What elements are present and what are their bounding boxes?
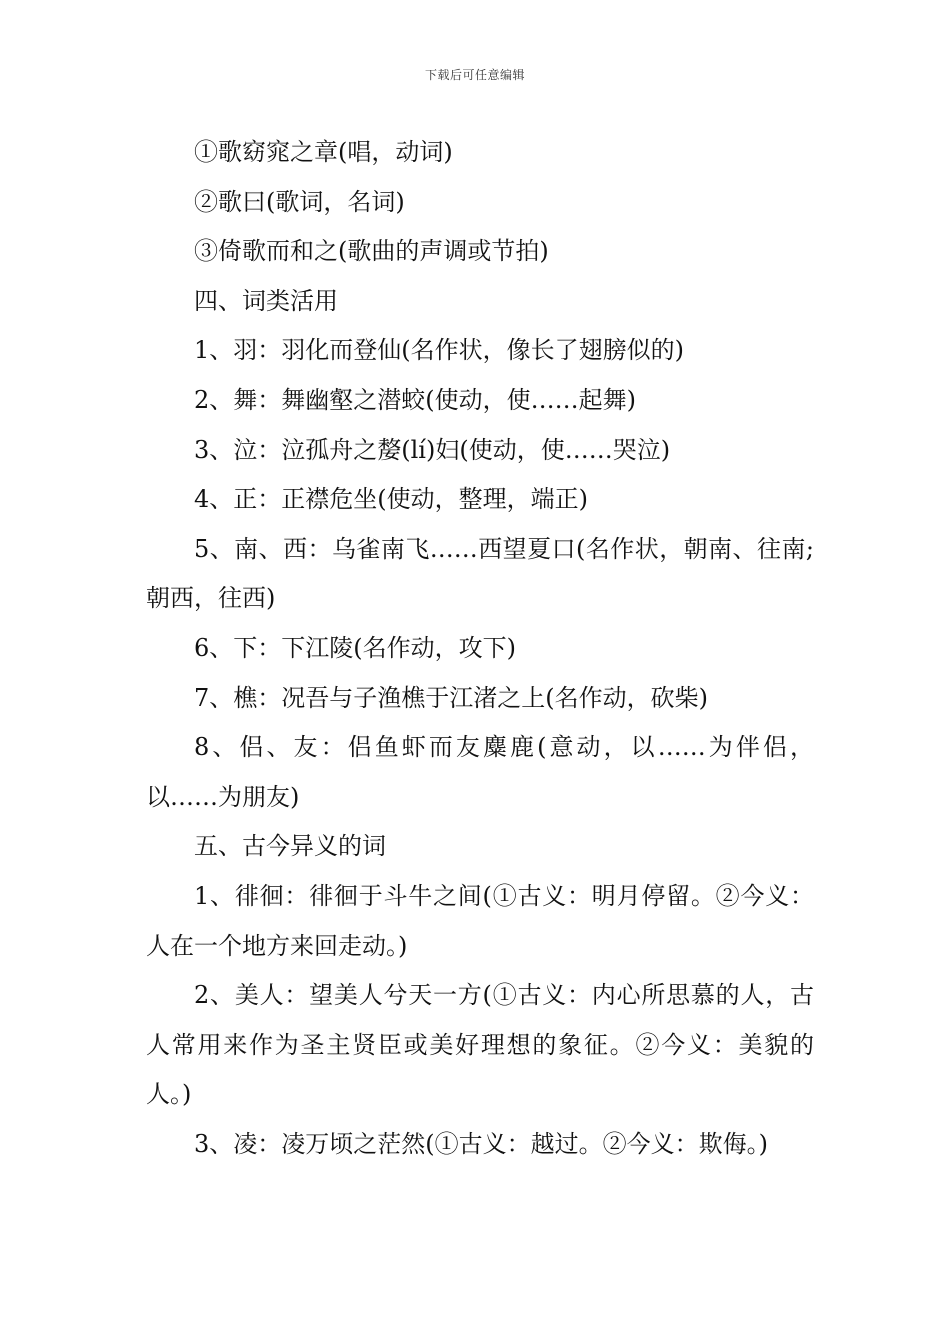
paragraph: 7、樵：况吾与子渔樵于江渚之上(名作动，砍柴) [194, 683, 708, 712]
paragraph: 2、美人：望美人兮天一方(①古义：内心所思慕的人，古人常用来作为圣主贤臣或美好理想的象征。②今义：美貌的人。) [146, 981, 814, 1109]
section-heading: 五、古今异义的词 [194, 832, 386, 861]
paragraph: 1、徘徊：徘徊于斗牛之间(①古义：明月停留。②今义：人在一个地方来回走动。) [146, 881, 814, 960]
paragraph: ①歌窈窕之章(唱，动词) [194, 138, 453, 166]
paragraph: 8、侣、友：侣鱼虾而友麋鹿(意动，以……为伴侣，以……为朋友) [146, 733, 814, 811]
paragraph: 3、泣：泣孤舟之嫠(lí)妇(使动，使……哭泣) [194, 435, 671, 464]
paragraph: 5、南、西：乌雀南飞……西望夏口(名作状，朝南、往南;朝西，往西) [146, 534, 814, 613]
paragraph: ②歌曰(歌词，名词) [194, 187, 405, 216]
paragraph: 6、下：下江陵(名作动，攻下) [194, 633, 516, 662]
paragraph: 1、羽：羽化而登仙(名作状，像长了翅膀似的) [194, 336, 684, 365]
paragraph: 4、正：正襟危坐(使动，整理，端正) [194, 485, 588, 514]
paragraph: 2、舞：舞幽壑之潜蛟(使动，使……起舞) [194, 385, 636, 414]
paragraph: 3、凌：凌万顷之茫然(①古义：越过。②今义：欺侮。) [194, 1129, 768, 1158]
paragraph: ③倚歌而和之(歌曲的声调或节拍) [194, 237, 549, 266]
section-heading: 四、词类活用 [194, 286, 338, 315]
page-header: 下载后可任意编辑 [424, 68, 525, 82]
document-body [146, 128, 814, 1169]
